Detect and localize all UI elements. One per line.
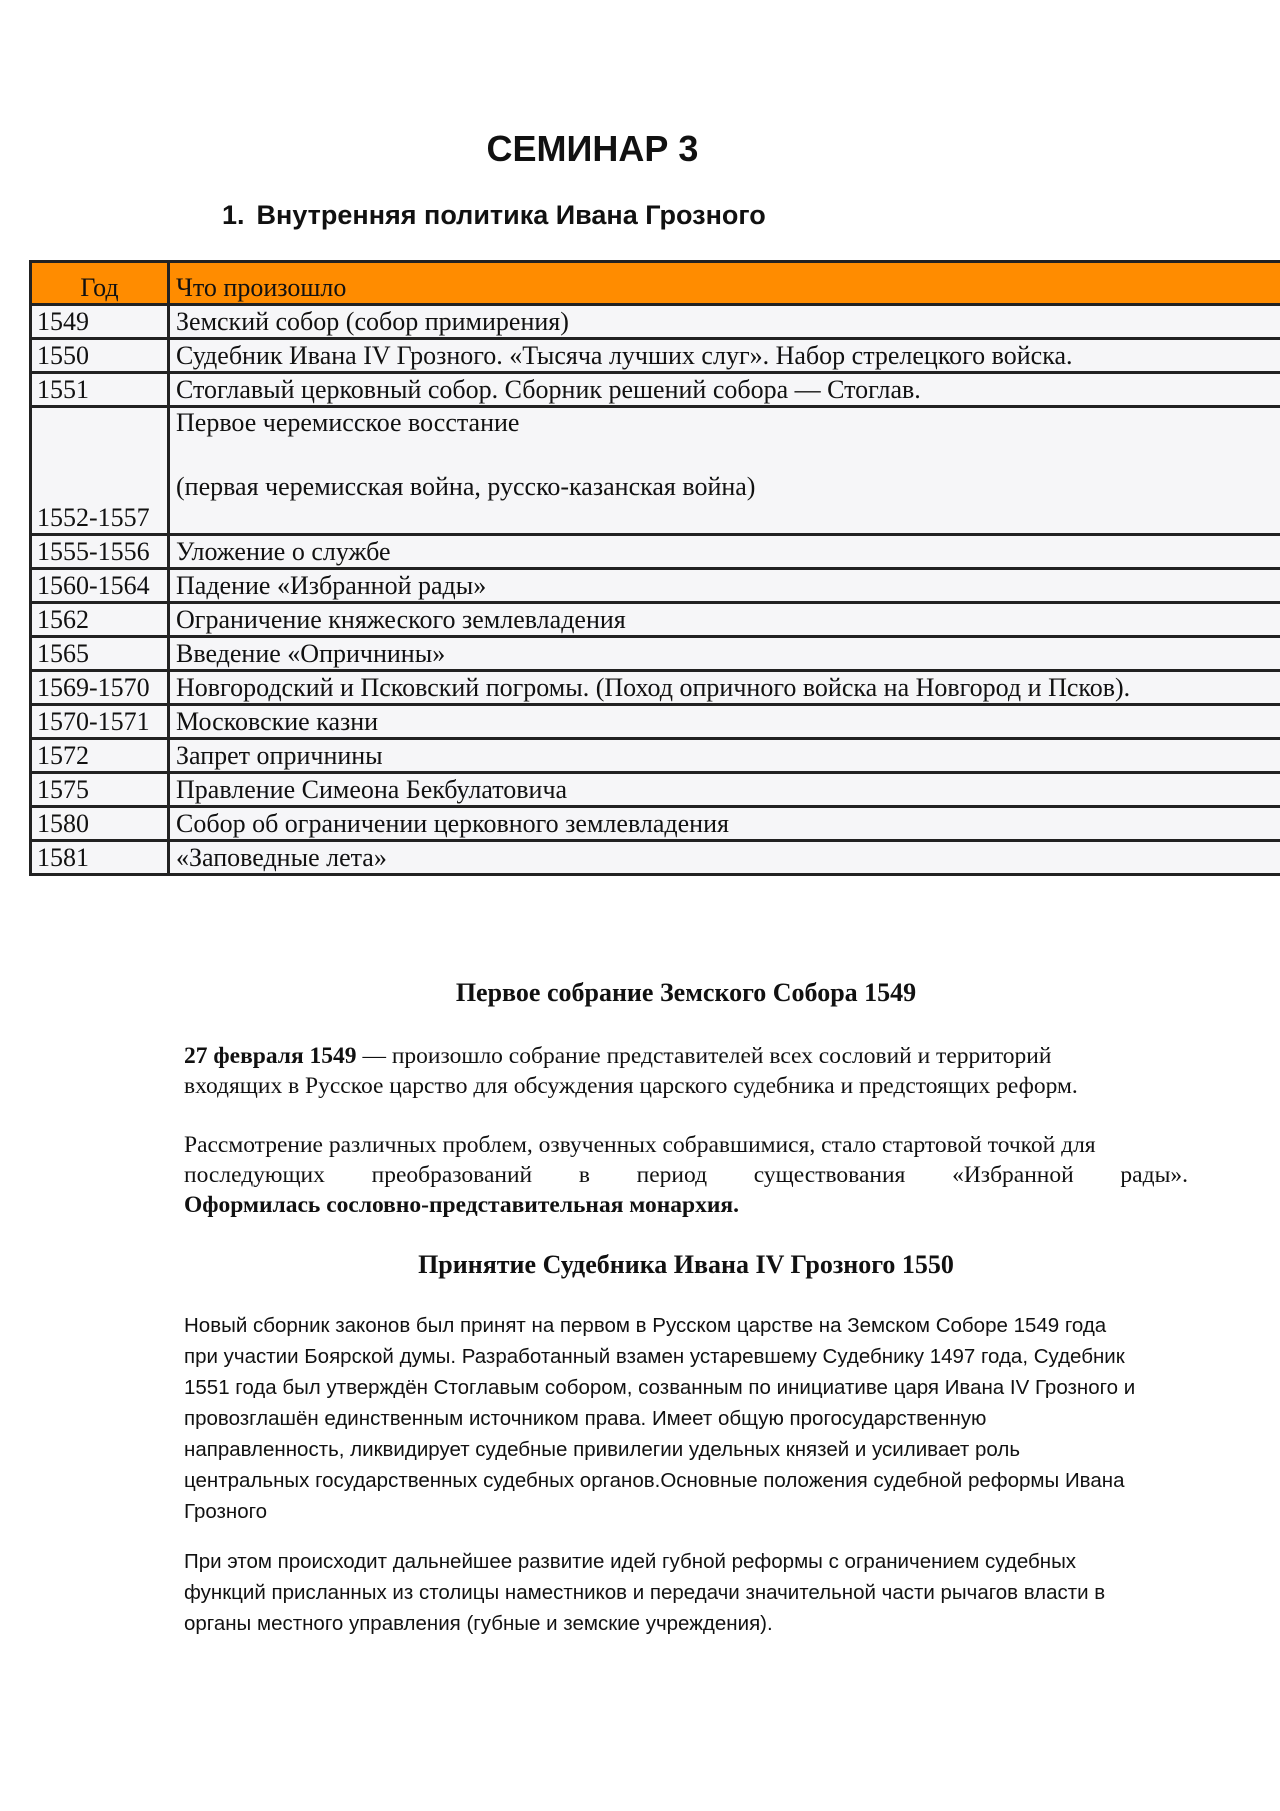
event-cell: Новгородский и Псковский погромы. (Поход опричного войска на Новгород и Псков). bbox=[169, 671, 1280, 705]
paragraph-line: функций присланных из столицы наместников и передачи значительной части рычагов власти в bbox=[184, 1581, 1106, 1604]
zemsky-paragraph-1 bbox=[184, 1041, 1188, 1101]
table-header-row bbox=[31, 262, 1280, 305]
table-row bbox=[31, 637, 1280, 671]
table-row bbox=[31, 373, 1280, 407]
paragraph-line bbox=[184, 1041, 1188, 1071]
table-row bbox=[31, 773, 1280, 807]
table-row bbox=[31, 705, 1280, 739]
event-cell: Ограничение княжеского землевладения bbox=[169, 603, 1280, 637]
sudebnik-heading: Принятие Судебника Ивана IV Грозного 1550 bbox=[418, 1250, 954, 1279]
event-cell: Земский собор (собор примирения) bbox=[169, 305, 1280, 339]
page-title: СЕМИНАР 3 bbox=[486, 128, 699, 169]
year-cell: 1565 bbox=[31, 637, 169, 671]
event-cell: Стоглавый церковный собор. Сборник решений собора — Стоглав. bbox=[169, 373, 1280, 407]
paragraph-line: 1551 года был утверждён Стоглавым собором, созванным по инициативе царя Ивана IV Грозного и bbox=[184, 1376, 1136, 1399]
event-cell: Собор об ограничении церковного землевладения bbox=[169, 807, 1280, 841]
year-cell: 1569-1570 bbox=[31, 671, 169, 705]
spacer bbox=[176, 438, 1280, 472]
paragraph-line: последующих преобразований в период существования «Избранной рады». bbox=[184, 1162, 1188, 1188]
bold-conclusion: Оформилась сословно-представительная монархия. bbox=[184, 1192, 739, 1218]
table-row bbox=[31, 305, 1280, 339]
event-cell: Правление Симеона Бекбулатовича bbox=[169, 773, 1280, 807]
sudebnik-paragraph-1 bbox=[184, 1310, 1204, 1527]
text: — произошло собрание представителей всех сословий и территорий bbox=[356, 1043, 1052, 1069]
paragraph-line: направленность, ликвидирует судебные привилегии удельных князей и усиливает роль bbox=[184, 1438, 1021, 1461]
event-cell: Судебник Ивана IV Грозного. «Тысяча лучших слуг». Набор стрелецкого войска. bbox=[169, 339, 1280, 373]
table-row bbox=[31, 535, 1280, 569]
table-row bbox=[31, 407, 1280, 535]
year-cell: 1570-1571 bbox=[31, 705, 169, 739]
paragraph-line: При этом происходит дальнейшее развитие идей губной реформы с ограничением судебных bbox=[184, 1550, 1077, 1573]
event-cell: Падение «Избранной рады» bbox=[169, 569, 1280, 603]
year-cell: 1552-1557 bbox=[31, 407, 169, 535]
section-number: 1. bbox=[222, 200, 245, 230]
events-table bbox=[29, 260, 1280, 876]
year-cell: 1580 bbox=[31, 807, 169, 841]
event-cell: Уложение о службе bbox=[169, 535, 1280, 569]
table-row bbox=[31, 739, 1280, 773]
section-title: Внутренняя политика Ивана Грозного bbox=[256, 200, 766, 230]
table-row bbox=[31, 807, 1280, 841]
zemsky-heading: Первое собрание Земского Собора 1549 bbox=[455, 978, 917, 1007]
event-cell: Запрет опричнины bbox=[169, 739, 1280, 773]
paragraph-line: органы местного управления (губные и земские учреждения). bbox=[184, 1612, 773, 1635]
paragraph-line: входящих в Русское царство для обсуждения царского судебника и предстоящих реформ. bbox=[184, 1073, 1078, 1099]
year-cell: 1581 bbox=[31, 841, 169, 875]
event-cell: Введение «Опричнины» bbox=[169, 637, 1280, 671]
header-event: Что произошло bbox=[169, 262, 1280, 305]
date-bold: 27 февраля 1549 bbox=[184, 1043, 357, 1069]
year-cell: 1550 bbox=[31, 339, 169, 373]
paragraph-line: Рассмотрение различных проблем, озвученных собравшимися, стало стартовой точкой для bbox=[184, 1132, 1096, 1158]
paragraph-line bbox=[184, 1190, 1188, 1220]
table-row bbox=[31, 569, 1280, 603]
year-cell: 1555-1556 bbox=[31, 535, 169, 569]
table-row bbox=[31, 603, 1280, 637]
paragraph-line: Новый сборник законов был принят на первом в Русском царстве на Земском Соборе 1549 года bbox=[184, 1314, 1107, 1337]
paragraph-line: центральных государственных судебных органов.Основные положения судебной реформы Ивана bbox=[184, 1469, 1125, 1492]
year-cell: 1572 bbox=[31, 739, 169, 773]
header-year: Год bbox=[31, 262, 169, 305]
year-cell: 1551 bbox=[31, 373, 169, 407]
event-text: Первое черемисское восстание bbox=[176, 408, 520, 437]
zemsky-paragraph-2 bbox=[184, 1130, 1188, 1220]
sudebnik-paragraph-2 bbox=[184, 1546, 1204, 1639]
paragraph-line: Грозного bbox=[184, 1500, 268, 1523]
paragraph-line: при участии Боярской думы. Разработанный взамен устаревшему Судебнику 1497 года, Судебник bbox=[184, 1345, 1125, 1368]
table-row bbox=[31, 841, 1280, 875]
year-cell: 1560-1564 bbox=[31, 569, 169, 603]
year-cell: 1575 bbox=[31, 773, 169, 807]
event-note: (первая черемисская война, русско-казанская война) bbox=[176, 472, 756, 501]
event-cell: «Заповедные лета» bbox=[169, 841, 1280, 875]
year-cell: 1562 bbox=[31, 603, 169, 637]
event-cell: Московские казни bbox=[169, 705, 1280, 739]
table-row bbox=[31, 339, 1280, 373]
event-cell bbox=[169, 407, 1280, 535]
paragraph-line: провозглашён единственным источником права. Имеет общую прогосударственную bbox=[184, 1407, 987, 1430]
section-heading bbox=[222, 200, 766, 231]
year-cell: 1549 bbox=[31, 305, 169, 339]
table-row bbox=[31, 671, 1280, 705]
